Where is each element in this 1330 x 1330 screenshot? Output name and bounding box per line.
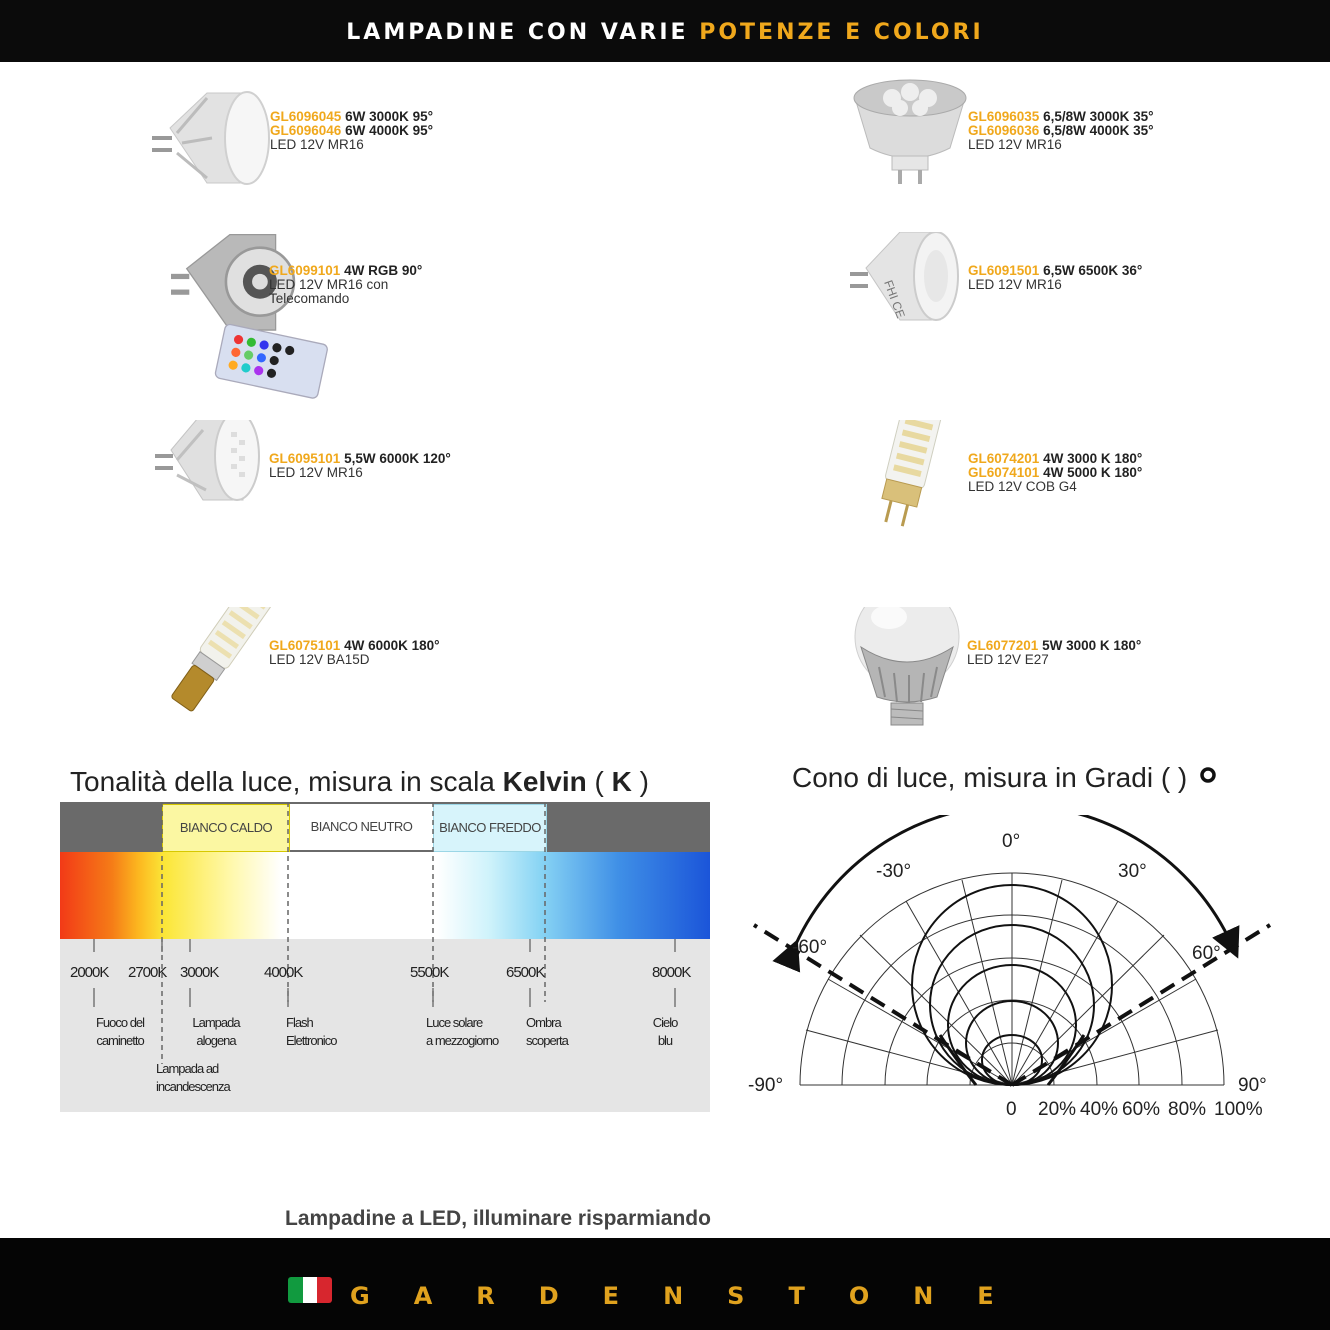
page-title [0,20,1330,45]
zone-warm-white: BIANCO CALDO [162,804,290,852]
product-gl6099101 [151,232,751,372]
angle-label: -90° [748,1075,784,1096]
slogan: Lampadine a LED, illuminare risparmiando [285,1207,711,1230]
product-gl6096035 [850,78,1330,218]
kelvin-title-close: ) [631,766,649,797]
product-text [270,110,433,152]
kelvin-label: 5500K [410,964,449,981]
product-text [269,264,422,306]
product-code: GL6096036 [968,123,1040,138]
brand-logo: GARDENSTONE [350,1282,1038,1310]
rgb-bulb-with-remote-icon [151,232,361,402]
percent-label: 20% [1038,1099,1077,1120]
kelvin-title-k: K [611,766,632,797]
product-code: GL6074101 [968,465,1040,480]
svg-text:FHI CE: FHI CE [881,278,908,320]
product-spec: 4W RGB 90° [340,263,423,278]
angle-label: 0° [1002,831,1021,852]
angle-label: 30° [1118,861,1147,882]
angle-label: -30° [876,861,912,882]
angle-label: 90° [1238,1075,1267,1096]
polar-grid [800,873,1224,1085]
percent-label: 40% [1080,1099,1119,1120]
product-text [968,452,1142,494]
product-gl6074201 [850,420,1330,560]
kelvin-title-text: Tonalità della luce, misura in scala [70,766,503,797]
percent-label: 80% [1168,1099,1207,1120]
kelvin-desc: Lampada ad incandescenza [156,1061,230,1094]
product-text [269,639,440,667]
cone-title-text: Cono di luce, misura in Gradi ( ) [792,762,1188,793]
angle-label: 60° [1192,943,1221,964]
product-spec: 4W 6000K 180° [340,638,440,653]
kelvin-title-open: ( [586,766,612,797]
beam-angle-diagram [740,815,1280,1125]
header-bar [0,0,1330,62]
mr16-bulb-icon [850,232,980,362]
product-spec: 6,5W 6500K 36° [1039,263,1143,278]
mr16-smd-bulb-icon [151,420,281,550]
kelvin-label: 8000K [652,964,691,981]
product-gl6095101 [151,420,751,560]
title-accent: POTENZE E COLORI [699,20,984,45]
kelvin-title [70,766,649,798]
e27-globe-bulb-icon [849,607,979,737]
product-code: GL6096046 [270,123,342,138]
product-desc: LED 12V MR16 [269,465,363,480]
product-spec: 4W 5000 K 180° [1039,465,1143,480]
kelvin-label: 3000K [180,964,219,981]
kelvin-label: 4000K [264,964,303,981]
product-code: GL6096045 [270,109,342,124]
percent-label: 100% [1214,1099,1263,1120]
percent-label: 60% [1122,1099,1161,1120]
product-desc: Telecomando [269,291,350,306]
product-desc: LED 12V COB G4 [968,479,1077,494]
percent-label: 0 [1006,1099,1017,1120]
kelvin-scale [60,802,710,1112]
product-text [968,264,1142,292]
product-gl6077201 [849,607,1330,747]
product-desc: LED 12V BA15D [269,652,370,667]
kelvin-desc: Lampada alogena [192,1015,240,1048]
product-code: GL6091501 [968,263,1040,278]
product-text [968,110,1154,152]
zone-neutral-white: BIANCO NEUTRO [290,804,433,850]
product-code: GL6077201 [967,638,1039,653]
product-desc: LED 12V MR16 con [269,277,389,292]
angle-label: -60° [792,937,828,958]
product-gl6096045 [152,78,752,218]
mr16-bulb-icon [152,78,282,208]
product-code: GL6074201 [968,451,1040,466]
kelvin-desc: Ombra scoperta [526,1015,568,1048]
degree-icon [1196,763,1220,787]
product-desc: LED 12V MR16 [270,137,364,152]
cone-title [792,762,1187,794]
product-spec: 5W 3000 K 180° [1038,638,1142,653]
product-gl6091501 [850,232,1330,372]
product-spec: 6W 4000K 95° [341,123,434,138]
product-text [967,639,1141,667]
product-desc: LED 12V MR16 [968,137,1062,152]
title-main: LAMPADINE CON VARIE [346,20,700,45]
product-code: GL6095101 [269,451,341,466]
kelvin-title-bold: Kelvin [502,766,587,797]
product-spec: 6W 3000K 95° [341,109,434,124]
kelvin-desc: Flash Elettronico [286,1015,337,1048]
product-code: GL6075101 [269,638,341,653]
kelvin-label: 2000K [70,964,109,981]
italian-flag-icon [288,1277,332,1303]
zone-cool-white: BIANCO FREDDO [433,804,547,852]
product-code: GL6096035 [968,109,1040,124]
kelvin-label: 2700K [128,964,167,981]
product-spec: 4W 3000 K 180° [1039,451,1143,466]
product-spec: 6,5/8W 3000K 35° [1039,109,1154,124]
kelvin-desc: Cielo blu [652,1015,678,1048]
product-spec: 6,5/8W 4000K 35° [1039,123,1154,138]
kelvin-desc: Luce solare a mezzogiorno [426,1015,499,1048]
product-gl6075101 [151,607,751,747]
product-spec: 5,5W 6000K 120° [340,451,451,466]
footer-bar [0,1238,1330,1330]
product-desc: LED 12V MR16 [968,277,1062,292]
mr16-lens-bulb-icon [850,78,980,208]
product-text [269,452,451,480]
product-code: GL6099101 [269,263,341,278]
product-desc: LED 12V E27 [967,652,1049,667]
g4-capsule-bulb-icon [850,420,980,550]
kelvin-desc: Fuoco del caminetto [95,1015,145,1048]
kelvin-label: 6500K [506,964,545,981]
ba15d-bulb-icon [151,607,281,737]
